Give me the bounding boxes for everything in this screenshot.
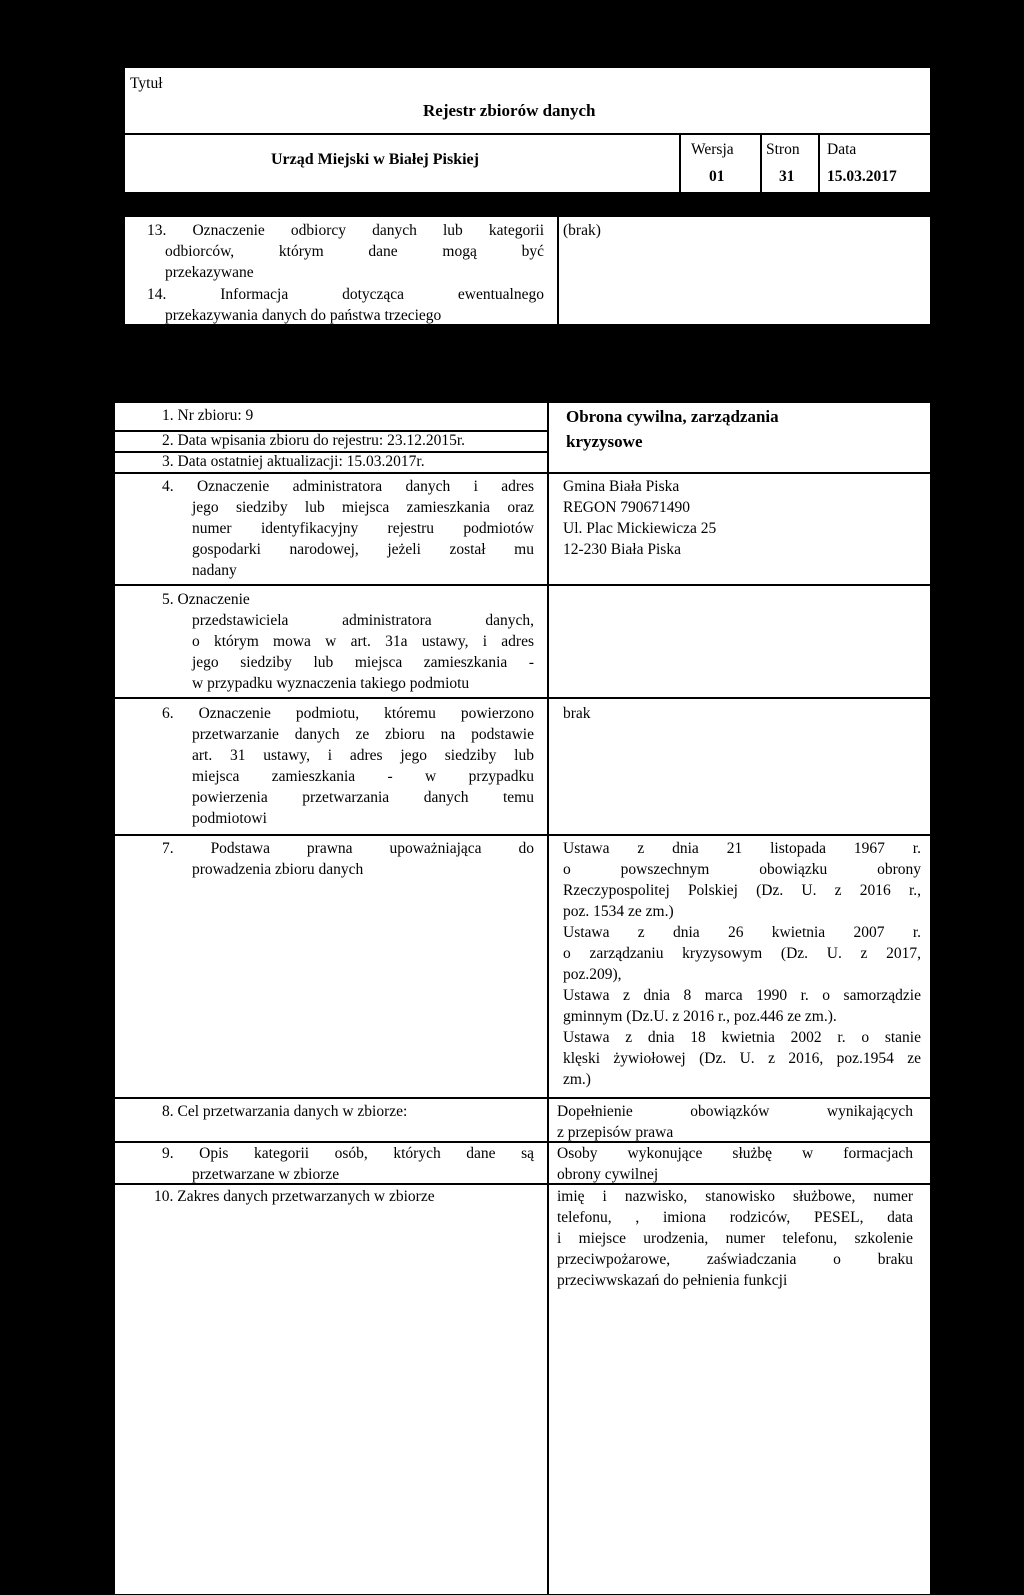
row-divider xyxy=(548,472,931,474)
office-name: Urząd Miejski w Białej Piskiej xyxy=(271,151,479,168)
row-divider xyxy=(114,1097,931,1099)
version-label: Wersja xyxy=(691,141,734,158)
header-divider xyxy=(124,133,931,135)
item-9-label: 9. Opis kategorii osób, których dane są przetwarzane w zbiorze xyxy=(162,1145,534,1183)
item-10-label: 10. Zakres danych przetwarzanych w zbiorze xyxy=(154,1188,435,1205)
item-3-update-date: 3. Data ostatniej aktualizacji: 15.03.2017r. xyxy=(162,453,425,470)
set-name: Obrona cywilna, zarządzania kryzysowe xyxy=(566,407,779,451)
register-title: Rejestr zbiorów danych xyxy=(423,101,596,120)
item-9-value: Osoby wykonujące służbę w formacjach obrony cywilnej xyxy=(557,1145,913,1183)
item-6-value: brak xyxy=(563,705,591,722)
item-6-label: 6. Oznaczenie podmiotu, któremu powierzono przetwarzanie danych ze zbioru na podstawie art. 31 ustawy, i adres jego siedziby lub miejsca zamieszkania - w przypadku powierzenia przetwarzania danych temu podmiotowi xyxy=(162,705,534,827)
item-5-label: 5. Oznaczenie przedstawiciela administratora danych, o którym mowa w art. 31a ustawy, i adres jego siedziby lub miejsca zamieszkania - w przypadku wyznaczenia takiego podmiotu xyxy=(162,591,534,692)
item-13-value: (brak) xyxy=(563,222,601,239)
header-col-divider xyxy=(679,133,681,193)
row-divider xyxy=(114,584,931,586)
item-1-set-number: 1. Nr zbioru: 9 xyxy=(162,407,254,424)
document-header xyxy=(124,67,931,193)
table-col-divider xyxy=(557,216,559,325)
item-14-label: 14. Informacja dotycząca ewentualnego przekazywania danych do państwa trzeciego xyxy=(147,286,544,324)
row-divider xyxy=(114,697,931,699)
row-divider xyxy=(114,834,931,836)
item-4-value: Gmina Biała Piska REGON 790671490 Ul. Plac Mickiewicza 25 12-230 Biała Piska xyxy=(563,478,717,558)
date-value: 15.03.2017 xyxy=(827,168,897,185)
item-7-value: Ustawa z dnia 21 listopada 1967 r. o powszechnym obowiązku obrony Rzeczypospolitej Polskiej (Dz. U. z 2016 r., poz. 1534 ze zm.) Ustawa z dnia 26 kwietnia 2007 r. o zarządzaniu kryzysowym (Dz. U. z 2017, poz.209), Ustawa z dnia 8 marca 1990 r. o samorządzie gminnym (Dz.U. z 2016 r., poz.446 ze zm.). Ustawa z dnia 18 kwietnia 2002 r. o stanie klęski żywiołowej (Dz. U. z 2016, poz.1954 ze zm.) xyxy=(563,840,921,1088)
item-4-label: 4. Oznaczenie administratora danych i adres jego siedziby lub miejsca zamieszkania oraz numer identyfikacyjny rejestru podmiotów gospodarki narodowej, jeżeli został mu nadany xyxy=(162,478,534,579)
date-label: Data xyxy=(827,141,857,158)
title-label: Tytuł xyxy=(130,75,163,92)
header-col-divider xyxy=(760,133,762,193)
table-col-divider xyxy=(547,402,549,1595)
version-value: 01 xyxy=(709,168,725,185)
item-8-value: Dopełnienie obowiązków wynikających z przepisów prawa xyxy=(557,1103,913,1141)
item-2-entry-date: 2. Data wpisania zbioru do rejestru: 23.12.2015r. xyxy=(162,432,466,449)
row-divider xyxy=(114,472,548,474)
item-8-label: 8. Cel przetwarzania danych w zbiorze: xyxy=(162,1103,408,1120)
pages-label: Stron xyxy=(766,141,800,158)
item-7-label: 7. Podstawa prawna upoważniająca do prowadzenia zbioru danych xyxy=(162,840,534,878)
pages-value: 31 xyxy=(779,168,795,185)
item-10-value: imię i nazwisko, stanowisko służbowe, numer telefonu, , imiona rodziców, PESEL, data i miejsce urodzenia, numer telefonu, szkolenie przeciwpożarowe, zaświadczania o braku przeciwwskazań do pełnienia funkcji xyxy=(557,1188,913,1289)
header-col-divider xyxy=(818,133,820,193)
item-13-label: 13. Oznaczenie odbiorcy danych lub kategorii odbiorców, którym dane mogą być przekazywane xyxy=(147,222,544,281)
